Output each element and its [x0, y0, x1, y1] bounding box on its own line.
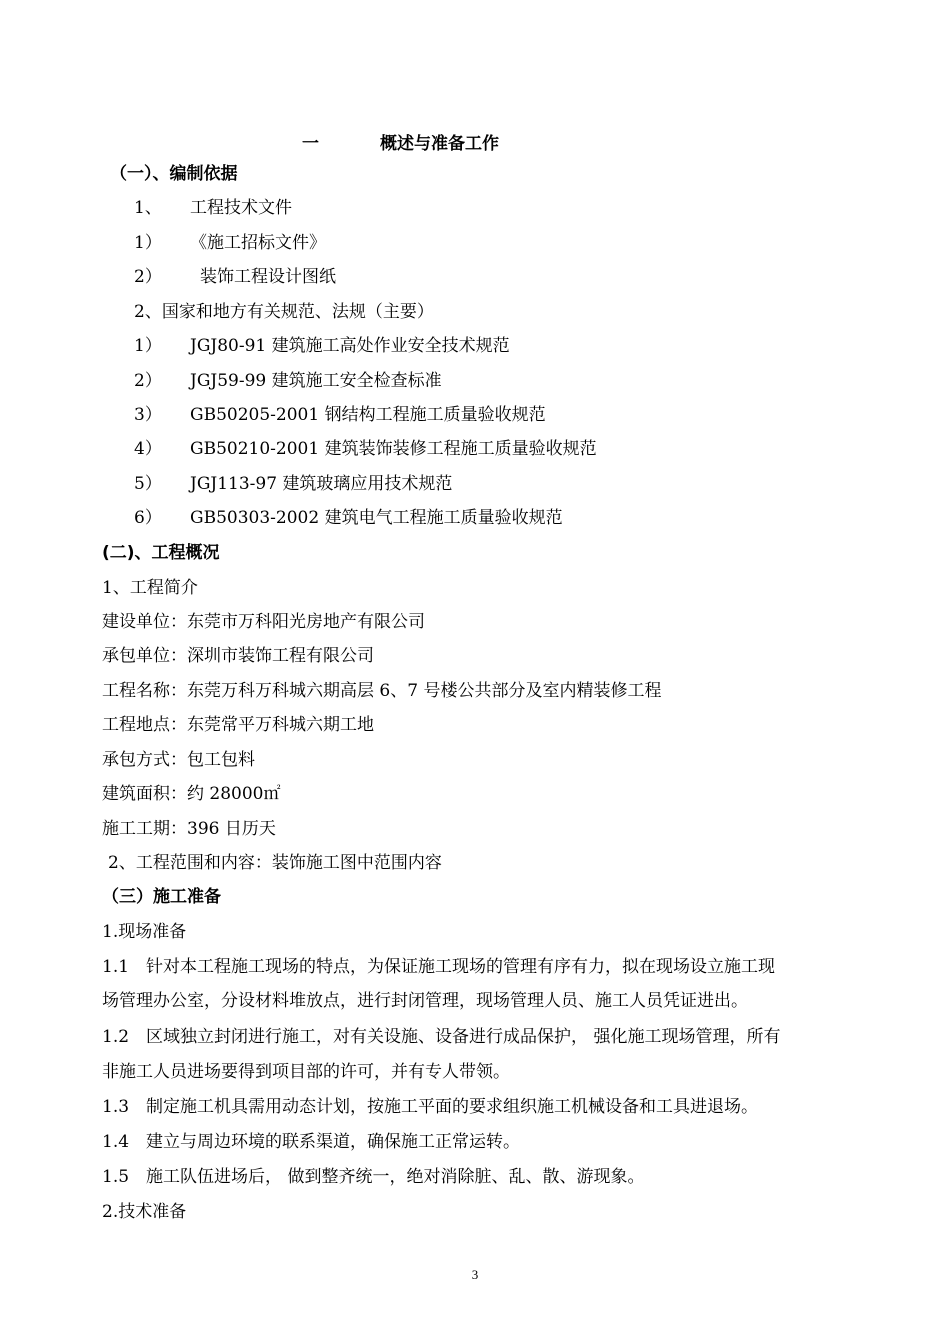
paragraph-line: 1.1 针对本工程施工现场的特点，为保证施工现场的管理有序有力，拟在现场设立施工现	[102, 957, 776, 977]
sub-item-text: GB50205-2001 钢结构工程施工质量验收规范	[190, 405, 546, 425]
sub-item-number: 4）	[134, 439, 162, 459]
paragraph-line: 1.4 建立与周边环境的联系渠道，确保施工正常运转。	[102, 1132, 521, 1152]
sub-item-text: GB50303-2002 建筑电气工程施工质量验收规范	[190, 508, 563, 528]
paragraph-line: 1.2 区域独立封闭进行施工，对有关设施、设备进行成品保护， 强化施工现场管理，所有	[102, 1027, 781, 1047]
info-field: 承包方式：包工包料	[102, 750, 255, 770]
sub-item-text: JGJ80-91 建筑施工高处作业安全技术规范	[190, 336, 510, 356]
info-field: 承包单位：深圳市装饰工程有限公司	[102, 646, 374, 666]
section-heading-overview: (二)、工程概况	[102, 543, 220, 563]
sub-item-number: 2）	[134, 267, 162, 287]
info-field: 建设单位：东莞市万科阳光房地产有限公司	[102, 612, 425, 632]
subsection-title: 2.技术准备	[102, 1202, 187, 1222]
sub-item-number: 1）	[134, 233, 162, 253]
page-number: 3	[471, 1267, 479, 1282]
info-field: 工程名称：东莞万科万科城六期高层 6、7 号楼公共部分及室内精装修工程	[102, 681, 662, 701]
section-heading-basis: （一）、编制依据	[110, 164, 238, 184]
info-field: 工程地点：东莞常平万科城六期工地	[102, 715, 374, 735]
list-item-text: 2、国家和地方有关规范、法规（主要）	[134, 302, 434, 322]
sub-item-text: JGJ113-97 建筑玻璃应用技术规范	[190, 474, 453, 494]
sub-item-number: 2）	[134, 371, 162, 391]
sub-item-number: 6）	[134, 508, 162, 528]
info-field: 建筑面积：约 28000㎡	[102, 784, 281, 804]
sub-item-number: 1）	[134, 336, 162, 356]
sub-item-text: JGJ59-99 建筑施工安全检查标准	[190, 371, 442, 391]
sub-item-text: GB50210-2001 建筑装饰装修工程施工质量验收规范	[190, 439, 597, 459]
subsection-title: 1.现场准备	[102, 922, 187, 942]
paragraph-line: 场管理办公室，分设材料堆放点，进行封闭管理，现场管理人员、施工人员凭证进出。	[102, 991, 748, 1011]
scope-line: 2、工程范围和内容：装饰施工图中范围内容	[108, 853, 442, 873]
chapter-number: 一	[302, 134, 319, 154]
paragraph-line: 1.5 施工队伍进场后， 做到整齐统一，绝对消除脏、乱、散、游现象。	[102, 1167, 645, 1187]
list-item-number: 1、	[134, 198, 162, 218]
chapter-title: 概述与准备工作	[380, 134, 499, 154]
paragraph-line: 非施工人员进场要得到项目部的许可，并有专人带领。	[102, 1062, 510, 1082]
list-item-text: 工程技术文件	[190, 198, 292, 218]
sub-item-text: 《施工招标文件》	[190, 233, 326, 253]
sub-item-number: 3）	[134, 405, 162, 425]
section-heading-preparation: （三）施工准备	[102, 887, 221, 907]
sub-item-text: 装饰工程设计图纸	[200, 267, 336, 287]
paragraph-line: 1.3 制定施工机具需用动态计划，按施工平面的要求组织施工机械设备和工具进退场。	[102, 1097, 759, 1117]
info-field: 施工工期：396 日历天	[102, 819, 276, 839]
sub-item-number: 5）	[134, 474, 162, 494]
subsection-title: 1、工程简介	[102, 578, 198, 598]
